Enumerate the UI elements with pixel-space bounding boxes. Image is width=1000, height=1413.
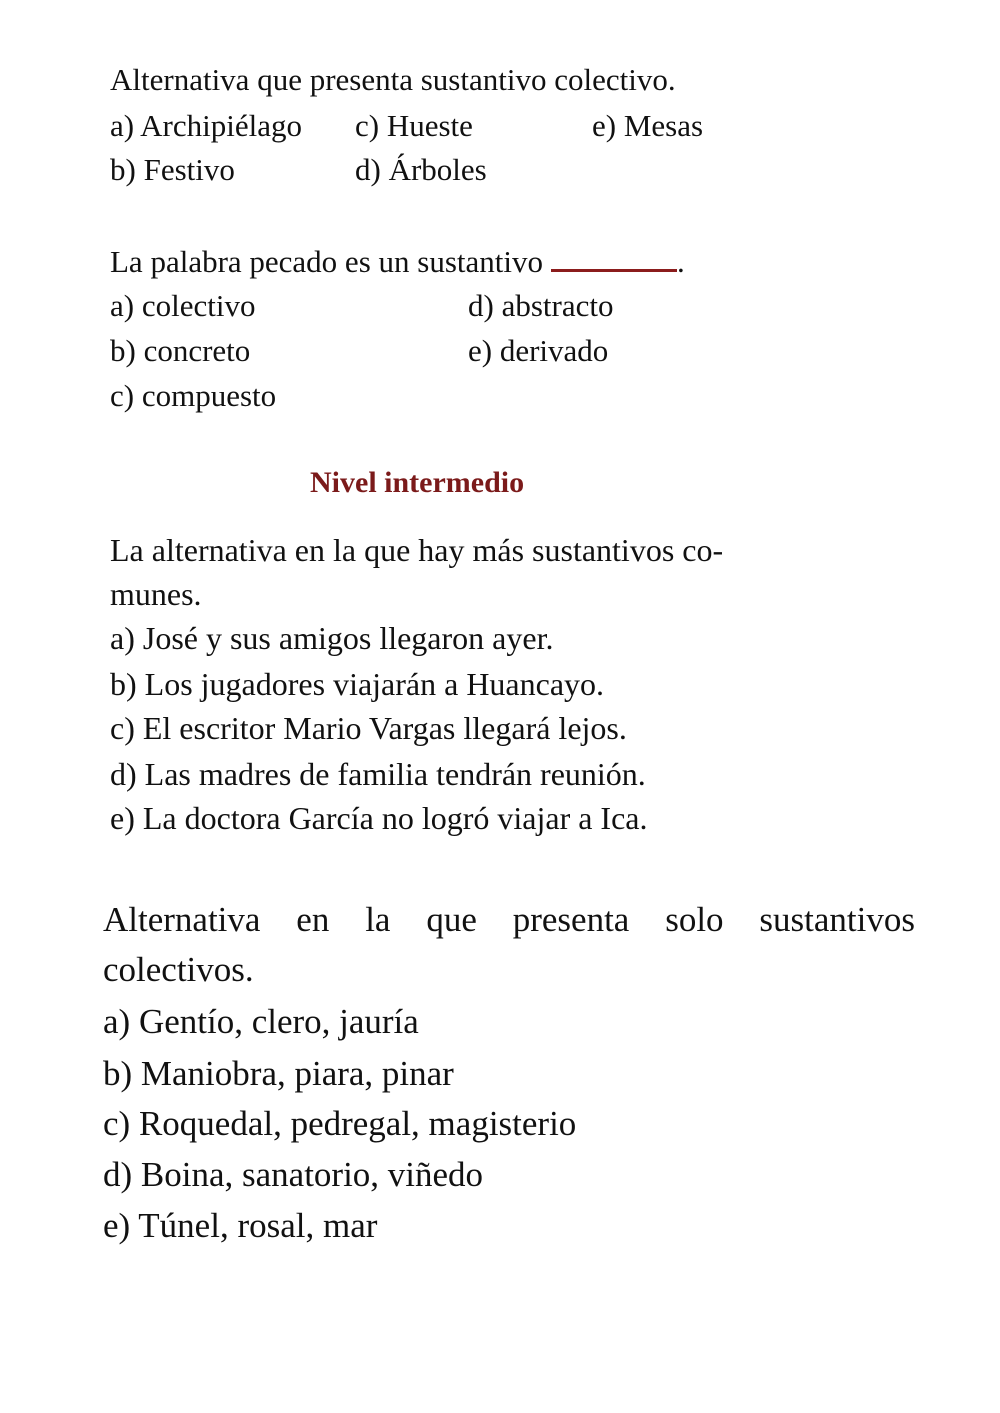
section-heading: Nivel intermedio <box>310 466 525 499</box>
question-3-option-d[interactable]: d) Las madres de familia tendrán reunión. <box>110 756 646 792</box>
question-2-option-d[interactable]: d) abstracto <box>468 288 614 323</box>
question-3-option-b[interactable]: b) Los jugadores viajarán a Huancayo. <box>110 666 605 702</box>
question-3-prompt-line2: munes. <box>110 576 202 612</box>
question-2-option-a[interactable]: a) colectivo <box>110 288 256 323</box>
prompt-word: que <box>426 900 477 939</box>
prompt-word: la <box>365 900 391 939</box>
question-3-option-a[interactable]: a) José y sus amigos llegaron ayer. <box>110 620 554 656</box>
prompt-word: presenta <box>512 900 630 939</box>
prompt-word: en <box>296 900 330 939</box>
question-4-option-c[interactable]: c) Roquedal, pedregal, magisterio <box>103 1104 577 1143</box>
question-2-prompt: La palabra pecado es un sustantivo <box>110 244 543 279</box>
question-1-option-e[interactable]: e) Mesas <box>592 108 704 143</box>
question-4-option-e[interactable]: e) Túnel, rosal, mar <box>103 1206 378 1245</box>
question-3-prompt-line1: La alternativa en la que hay más sustantivos co- <box>110 532 724 568</box>
answer-blank[interactable] <box>551 247 677 272</box>
question-1-prompt: Alternativa que presenta sustantivo colectivo. <box>110 62 676 97</box>
question-4-prompt-line1 <box>103 900 915 940</box>
question-2-option-b[interactable]: b) concreto <box>110 333 251 368</box>
question-4-option-d[interactable]: d) Boina, sanatorio, viñedo <box>103 1155 484 1194</box>
question-3-option-e[interactable]: e) La doctora García no logró viajar a Ica. <box>110 800 648 836</box>
question-1-option-b[interactable]: b) Festivo <box>110 152 235 187</box>
question-4-option-a[interactable]: a) Gentío, clero, jauría <box>103 1002 419 1041</box>
question-3-option-c[interactable]: c) El escritor Mario Vargas llegará lejos. <box>110 710 627 746</box>
question-1-option-c[interactable]: c) Hueste <box>355 108 473 143</box>
question-2-prompt-row <box>110 244 685 280</box>
question-2-period: . <box>677 244 685 279</box>
question-2-option-e[interactable]: e) derivado <box>468 333 609 368</box>
question-2-option-c[interactable]: c) compuesto <box>110 378 277 413</box>
question-1-option-d[interactable]: d) Árboles <box>355 152 487 187</box>
prompt-word: sustantivos <box>759 900 915 939</box>
prompt-word: solo <box>665 900 724 939</box>
prompt-word: Alternativa <box>103 900 261 939</box>
question-4-option-b[interactable]: b) Maniobra, piara, pinar <box>103 1054 454 1093</box>
question-4-prompt-line2: colectivos. <box>103 950 254 989</box>
question-1-option-a[interactable]: a) Archipiélago <box>110 108 302 143</box>
